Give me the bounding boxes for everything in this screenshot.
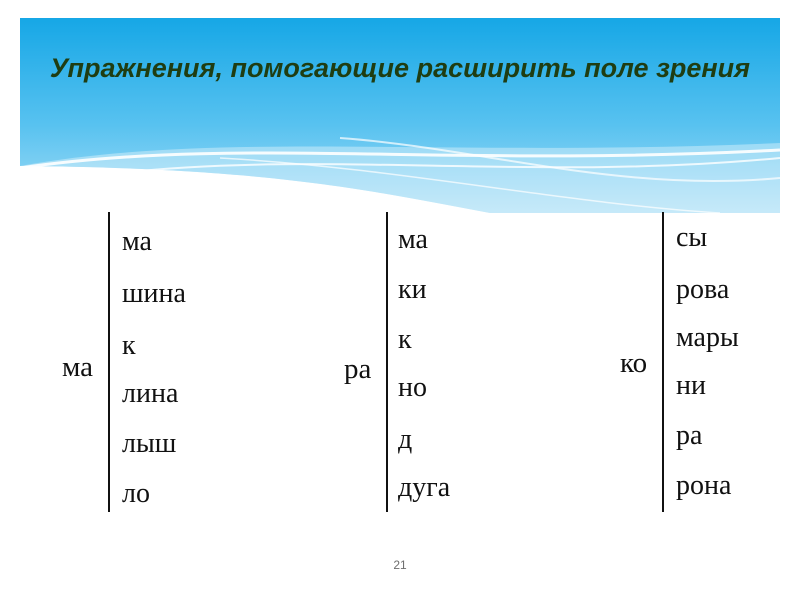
syllable-ending: шина bbox=[122, 278, 186, 309]
syllable-ending: ки bbox=[398, 274, 427, 305]
group-divider-line bbox=[108, 212, 110, 512]
syllable-ending: ни bbox=[676, 370, 706, 401]
syllable-ending: к bbox=[398, 324, 412, 355]
syllable-ending: рова bbox=[676, 274, 730, 305]
group-prefix: ра bbox=[344, 353, 372, 385]
syllable-group-ko bbox=[620, 212, 790, 514]
syllable-ending: ма bbox=[398, 224, 428, 255]
syllable-ending: но bbox=[398, 372, 427, 403]
syllable-ending: лина bbox=[122, 378, 179, 409]
syllable-ending: мары bbox=[676, 322, 739, 353]
syllable-group-ra bbox=[340, 212, 540, 514]
syllable-ending: дуга bbox=[398, 472, 451, 503]
syllable-ending: ра bbox=[676, 420, 703, 451]
group-prefix: ко bbox=[620, 347, 648, 379]
group-divider-line bbox=[662, 212, 664, 512]
syllable-ending: рона bbox=[676, 470, 732, 501]
group-divider-line bbox=[386, 212, 388, 512]
syllable-ending: ма bbox=[122, 226, 152, 257]
syllable-group-ma bbox=[60, 212, 260, 514]
syllable-ending: ло bbox=[122, 478, 150, 509]
syllable-ending: д bbox=[398, 424, 413, 455]
syllable-ending: сы bbox=[676, 222, 708, 253]
syllable-ending: к bbox=[122, 330, 136, 361]
syllable-ending: лыш bbox=[122, 428, 177, 459]
page-number: 21 bbox=[393, 558, 407, 572]
slide-title: Упражнения, помогающие расширить поле зрения bbox=[49, 53, 751, 83]
group-prefix: ма bbox=[62, 351, 94, 383]
